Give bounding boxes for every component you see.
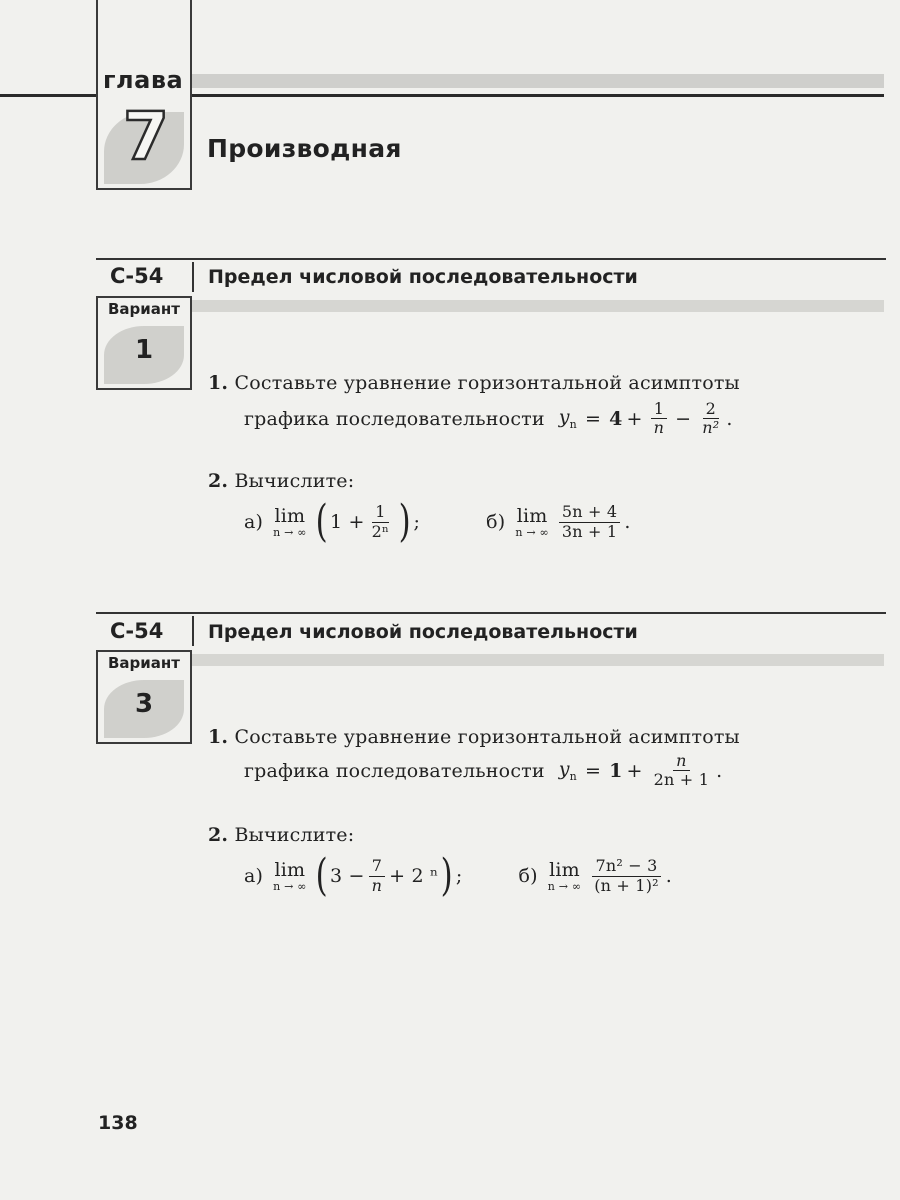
section-divider (192, 262, 194, 292)
problem-number: 1. (208, 726, 229, 748)
problem-2-parts: а) lim n → ∞ ( 1 + $\frac{1}{\text{2ⁿ}}$ ) ; б) lim n → ∞ $\frac{5n + 4}{3n + 1}$ . (244, 496, 631, 547)
section-shade (192, 300, 884, 312)
formula-sequence: $y_n$ = 4 + $\frac{1}{n}$ − $\frac{2}{\text{n²}}$ . (558, 399, 733, 438)
chapter-number: 7 (123, 98, 169, 175)
problem-2-text: Вычислите: (234, 824, 355, 846)
problem-number: 2. (208, 470, 229, 492)
problem-text-line2: графика последовательности (244, 407, 545, 430)
section-shade (192, 654, 884, 666)
section-top-rule (96, 612, 886, 614)
page-number: 138 (98, 1112, 138, 1134)
problem-2 (208, 470, 354, 492)
part-a-label: а) (244, 865, 264, 887)
section-code: С-54 (110, 264, 164, 288)
variant-label: Вариант (108, 300, 180, 318)
problem-number: 1. (208, 372, 229, 394)
formula-sequence: $y_n$ = 1 + $\frac{n}{2n + 1}$ . (558, 751, 723, 790)
problem-text-line1: Составьте уравнение горизонтальной асимптоты (234, 372, 740, 394)
problem-2 (208, 824, 354, 846)
problem-number: 2. (208, 824, 229, 846)
problem-1-line2 (244, 400, 733, 438)
variant-number: 3 (134, 689, 154, 719)
section-code: С-54 (110, 619, 164, 643)
variant-number: 1 (134, 335, 154, 365)
section-divider (192, 616, 194, 646)
problem-1-line2 (244, 752, 722, 790)
problem-2-parts: а) lim n → ∞ ( 3 − $\frac{7}{n}$ + 2 ⁿ ) ; б) lim n → ∞ $\frac{\text{7n² − 3}}{\text{(n + 1)²}}$ . (244, 850, 672, 901)
part-a-label: а) (244, 511, 264, 533)
problem-1 (208, 372, 740, 394)
section-title: Предел числовой последовательности (208, 266, 638, 288)
section-top-rule (96, 258, 886, 260)
variant-label: Вариант (108, 654, 180, 672)
problem-text-line1: Составьте уравнение горизонтальной асимптоты (234, 726, 740, 748)
problem-2-text: Вычислите: (234, 470, 355, 492)
chapter-word: глава (103, 66, 184, 94)
chapter-header-shade (192, 74, 884, 88)
chapter-title: Производная (207, 134, 402, 163)
section-title: Предел числовой последовательности (208, 621, 638, 643)
part-b-label: б) (518, 865, 538, 887)
problem-1 (208, 726, 740, 748)
part-b-label: б) (486, 511, 506, 533)
problem-text-line2: графика последовательности (244, 759, 545, 782)
